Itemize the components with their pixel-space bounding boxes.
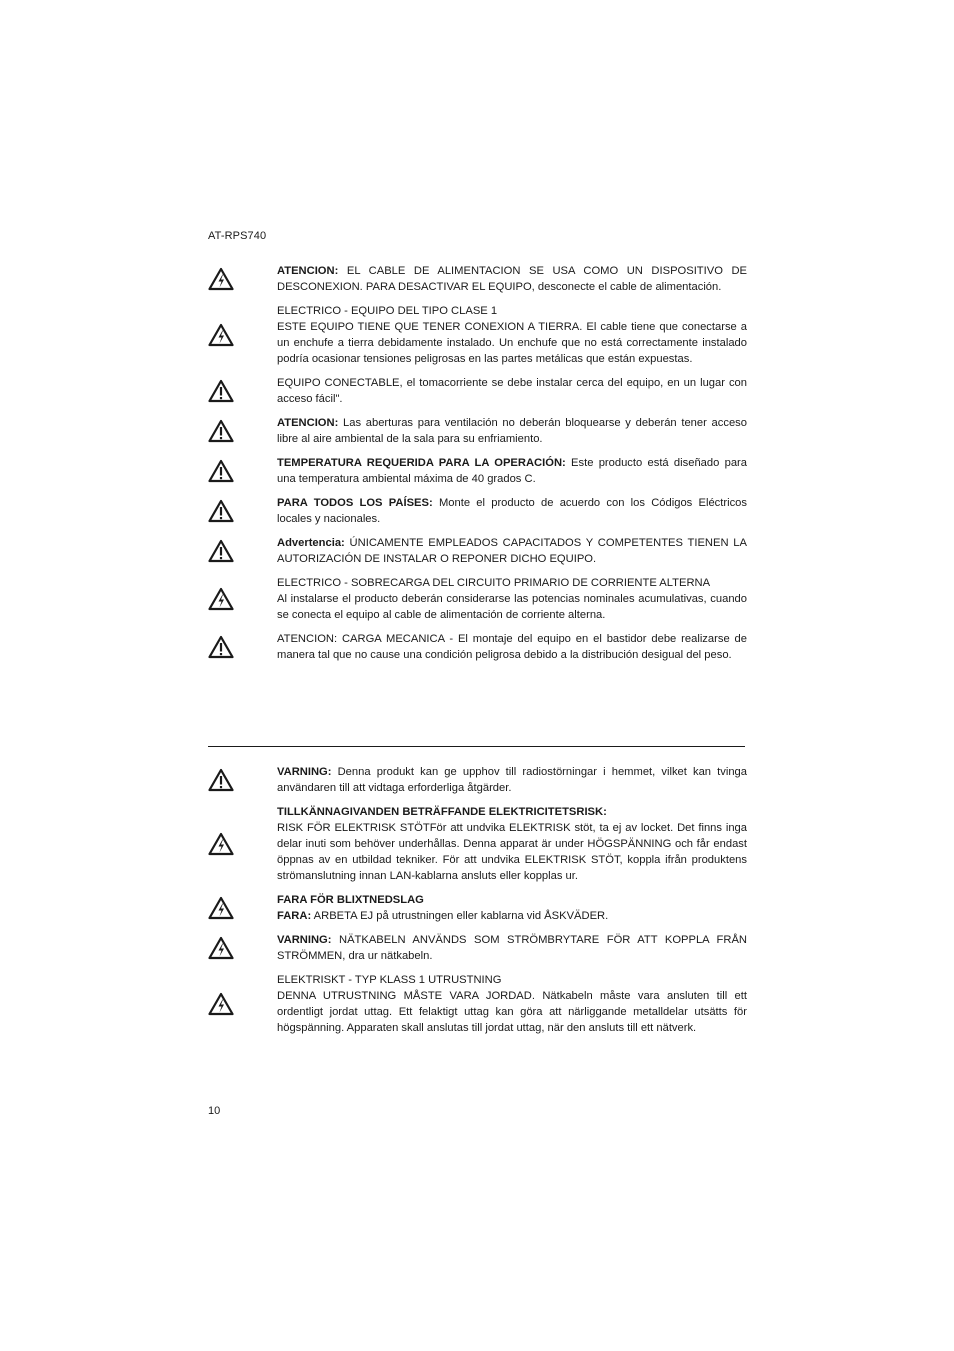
electric-shock-warning-icon bbox=[208, 587, 234, 611]
warning-text bbox=[277, 375, 747, 407]
warning-item bbox=[208, 375, 748, 407]
warning-body: EL CABLE DE ALIMENTACION SE USA COMO UN DISPOSITIVO DE DESCONEXION. PARA DESACTIVAR EL EQUIPO, desconecte el cable de alimentación. bbox=[277, 265, 747, 293]
lightning-warning-icon bbox=[208, 896, 234, 920]
warning-text bbox=[277, 263, 747, 295]
caution-warning-icon bbox=[208, 539, 234, 563]
warning-label: ATENCION: bbox=[277, 265, 339, 277]
warning-label: PARA TODOS LOS PAÍSES: bbox=[277, 497, 433, 509]
warning-label: ATENCION: bbox=[277, 417, 339, 429]
warning-body: DENNA UTRUSTNING MÅSTE VARA JORDAD. Nätkabeln måste vara ansluten till ett ordentligt jordat uttag. Ett felaktigt uttag kan göra att närliggande metalldelar utsätts för högspänning. Apparaten skall anslutas till jordat uttag, när den ansluts till ett nätverk. bbox=[277, 990, 747, 1034]
warning-body: Este producto está diseñado para una temperatura ambiental máxima de 40 grados C. bbox=[277, 457, 747, 485]
warning-item bbox=[208, 892, 748, 924]
page-number: 10 bbox=[208, 1105, 221, 1117]
caution-warning-icon bbox=[208, 379, 234, 403]
warning-item bbox=[208, 631, 748, 663]
warning-item bbox=[208, 535, 748, 567]
warning-text bbox=[277, 415, 747, 447]
warning-body: ESTE EQUIPO TIENE QUE TENER CONEXION A TIERRA. El cable tiene que conectarse a un enchufe a tierra debidamente instalado. Un enchufe que no está correctamente instalado podría ocasionar tensiones peligrosas en las partes metálicas que están expuestas. bbox=[277, 321, 747, 365]
warning-label: FARA: bbox=[277, 910, 312, 922]
warning-heading: ELECTRICO - EQUIPO DEL TIPO CLASE 1 bbox=[277, 305, 498, 317]
warning-text bbox=[277, 932, 747, 964]
caution-warning-icon bbox=[208, 768, 234, 792]
warning-item bbox=[208, 415, 748, 447]
spanish-warnings-section bbox=[208, 263, 748, 671]
warning-text bbox=[277, 455, 747, 487]
warning-label: VARNING: bbox=[277, 934, 332, 946]
warning-text bbox=[277, 972, 747, 1036]
warning-text bbox=[277, 631, 747, 663]
model-code: AT-RPS740 bbox=[208, 230, 267, 242]
caution-warning-icon bbox=[208, 459, 234, 483]
warning-body: ÚNICAMENTE EMPLEADOS CAPACITADOS Y COMPETENTES TIENEN LA AUTORIZACIÓN DE INSTALAR O REPONER DICHO EQUIPO. bbox=[277, 537, 747, 565]
warning-text bbox=[277, 495, 747, 527]
warning-body: ARBETA EJ på utrustningen eller kablarna vid ÅSKVÄDER. bbox=[311, 910, 609, 922]
warning-item bbox=[208, 495, 748, 527]
electric-shock-warning-icon bbox=[208, 992, 234, 1016]
warning-body: Denna produkt kan ge upphov till radiostörningar i hemmet, vilket kan tvinga användaren till att vidtaga erforderliga åtgärder. bbox=[277, 766, 747, 794]
electric-shock-warning-icon bbox=[208, 323, 234, 347]
warning-heading: ELECTRICO - SOBRECARGA DEL CIRCUITO PRIMARIO DE CORRIENTE ALTERNA bbox=[277, 577, 711, 589]
electric-shock-warning-icon bbox=[208, 936, 234, 960]
warning-heading: TILLKÄNNAGIVANDEN BETRÄFFANDE ELEKTRICITETSRISK: bbox=[277, 806, 607, 818]
warning-body: EQUIPO CONECTABLE, el tomacorriente se debe instalar cerca del equipo, en un lugar con acceso fácil". bbox=[277, 377, 747, 405]
warning-item bbox=[208, 303, 748, 367]
electric-shock-warning-icon bbox=[208, 267, 234, 291]
warning-body: Monte el producto de acuerdo con los Códigos Eléctricos locales y nacionales. bbox=[277, 497, 747, 525]
warning-item bbox=[208, 972, 748, 1036]
warning-label: TEMPERATURA REQUERIDA PARA LA OPERACIÓN: bbox=[277, 457, 566, 469]
warning-label: VARNING: bbox=[277, 766, 332, 778]
warning-item bbox=[208, 455, 748, 487]
warning-text bbox=[277, 303, 747, 367]
warning-text bbox=[277, 892, 747, 924]
warning-label: Advertencia: bbox=[277, 537, 345, 549]
caution-warning-icon bbox=[208, 419, 234, 443]
swedish-warnings-section bbox=[208, 764, 748, 1044]
warning-body: Las aberturas para ventilación no deberán bloquearse y deberán tener acceso libre al aire ambiental de la sala para su enfriamiento. bbox=[277, 417, 747, 445]
warning-text bbox=[277, 575, 747, 623]
caution-warning-icon bbox=[208, 499, 234, 523]
warning-heading: ELEKTRISKT - TYP KLASS 1 UTRUSTNING bbox=[277, 974, 502, 986]
warning-text bbox=[277, 804, 747, 884]
warning-text bbox=[277, 535, 747, 567]
electric-shock-warning-icon bbox=[208, 832, 234, 856]
warning-item bbox=[208, 575, 748, 623]
warning-body: RISK FÖR ELEKTRISK STÖTFör att undvika ELEKTRISK stöt, ta ej av locket. Det finns inga delar inuti som behöver underhållas. Denna apparat är under HÖGSPÄNNING och får endast öppnas av en utbildad tekniker. För att undvika ELEKTRISK STÖT, koppla ifrån produktens strömanslutning innan LAN-kablarna ansluts eller kopplas ur. bbox=[277, 822, 747, 882]
warning-text bbox=[277, 764, 747, 796]
warning-body: NÄTKABELN ANVÄNDS SOM STRÖMBRYTARE FÖR ATT KOPPLA FRÅN STRÖMMEN, dra ur nätkabeln. bbox=[277, 934, 747, 962]
warning-item bbox=[208, 804, 748, 884]
caution-warning-icon bbox=[208, 635, 234, 659]
warning-body: Al instalarse el producto deberán considerarse las potencias nominales acumulativas, cuando se conecta el equipo al cable de alimentación de corriente alterna. bbox=[277, 593, 747, 621]
warning-item bbox=[208, 764, 748, 796]
warning-heading: FARA FÖR BLIXTNEDSLAG bbox=[277, 894, 424, 906]
section-divider bbox=[208, 746, 745, 747]
warning-item bbox=[208, 263, 748, 295]
warning-body: ATENCION: CARGA MECANICA - El montaje del equipo en el bastidor debe realizarse de manera tal que no cause una condición peligrosa debido a la distribución desigual del peso. bbox=[277, 633, 747, 661]
warning-item bbox=[208, 932, 748, 964]
